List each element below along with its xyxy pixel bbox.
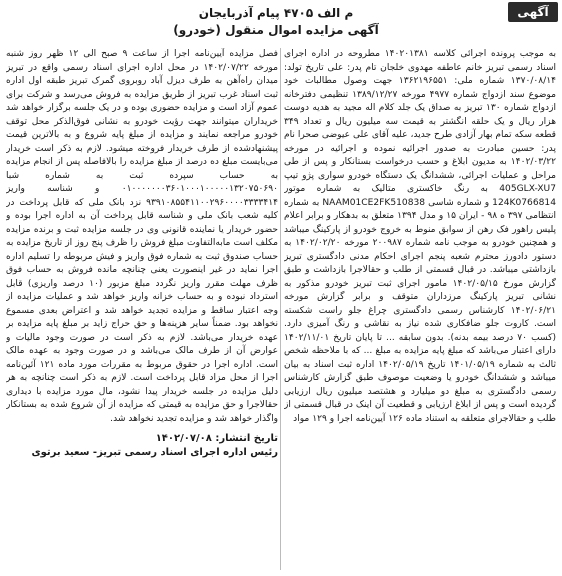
ad-header <box>60 6 492 38</box>
signature-block <box>6 432 278 460</box>
paragraph-left: فصل مزایده آیین‌نامه اجرا از ساعت ۹ صبح الی ۱۲ ظهر روز شنبه مورخه ۱۴۰۲/۰۷/۲۲ در محل اداره اجرای اسناد رسمی واقع در تبریز میدان راه‌آهن به طرف دیزل آباد روبروی گمرک تبریز طبقه اول اداره ثبت اسناد غرب تبریز از طریق مزایده به فروش می‌رسد و شرکت برای عموم آزاد است و مزایده حضوری بوده و در یک جلسه برگزار خواهد شد خریداران میتوانند جهت رؤیت خودرو به نشانی فوق‌الذکر محل توقف خودرو مراجعه نمایند و مزایده از مبلغ پایه شروع و به بالاترین قیمت پیشنهادشده از طرف خریدار فروخته میشود. لازم به ذکر است خریدار می‌بایست مبلغ ده درصد از مبلغ مزایده را بالافاصله پس از انجام مزایده به حساب سپرده ثبت به شماره شبا ۰۱۰۰۰۰۰۰۰۳۶۰۱۰۰۰۱۰۰۰۰۰۱۳۲۰۷۵۰۶۹۰ و شناسه واریز ۹۳۹۱۰۸۵۵۴۱۱۰۰۲۹۶۰۰۰۰۳۳۳۳۴۱۴ نزد بانک ملی که قابل پرداخت در کلیه شعب بانک ملی و شناسه قابل پرداخت آن به اداره اجرا بوده و حضور خریدار یا نماینده قانونی وی در جلسه مزایده ثبت و برنده مزایده مکلف است مابه‌التفاوت مبلغ فروش را ظرف پنج روز از تاریخ مزایده به حساب صندوق ثبت به شماره فوق واریز و فیش مربوطه را تسلیم اداره اجرا نماید در غیر اینصورت یعنی چنانچه مانده فروش به حساب فوق ظرف مهلت مقرر واریز نگردد مبلغ مزبور (۱۰ درصد واریزی) قابل استرداد نبوده و به حساب خزانه واریز خواهد شد و عملیات مزایده از وجه اعتبار ساقط و مزایده تجدید خواهد شد و اعتراض بعدی مسموع نخواهد بود. ضمناً سایر هزینه‌ها و حق حراج زاید بر مبلغ پایه مزایده بر عهده خریدار می‌باشد. لازم به ذکر است در صورت وجود مالیات و عوارض آن از طرف مالک می‌باشد و در صورت وجود به عهده مالک است. اداره اجرا در حقوق مربوط به مقررات مورد ماده ۱۲۱ آئین‌نامه اجرا از محل مزاد قابل پرداخت است. لازم به ذکر است چنانچه به هر دلیل مزایده در جلسه خریدار پیدا نشود، مال مورد مزایده با دیداری حقالاجرا و حق مزایده به قیمتی که مزایده از آن شروع شده به بستانکار واگذار خواهد شد و مزایده تجدید نخواهد شد. <box>6 49 278 424</box>
column-left <box>6 48 278 570</box>
ad-tag: آگهی <box>508 2 558 22</box>
publish-date: تاریخ انتشار: ۱۴۰۲/۰۷/۰۸ <box>155 433 278 444</box>
paragraph-right: به موجب پرونده اجرائی کلاسه ۱۴۰۲۰۱۳۸۱ مطروحه در اداره اجرای اسناد رسمی تبریز خانم عاطفه مهدوی خلجان تام پدر: علی تاریخ تولد: ۱۳۷۰/۰۸/۱۴ شماره ملی: ۱۳۶۲۱۹۶۵۵۱ جهت وصول مطالبات خود موضوع سند ازدواج شماره ۴۹۷۷ مورخه ۱۳۸۹/۱۲/۲۷ تنظیمی دفترخانه ازدواج شماره ۱۳۰ تبریز به صداق یک جلد کلام اله مجید به هدیه دوست هزار ریال و یک حلقه انگشتر به قیمت سه میلیون ریال و تعداد ۳۴۹ قطعه سکه تمام بهار آزادی طرح جدید، علیه آقای علی عیوضی صحرا نام پدر: حسین مبادرت به صدور اجرائیه نموده و اجرائیه در مورخه ۱۴۰۲/۰۳/۲۲ به مدیون ابلاغ و حسب درخواست بستانکار و پس از طی مراحل و عملیات اجرائی، ششدانگ یک دستگاه خودرو سواری پژو تیپ 405GLX-XU7 به رنگ خاکستری متالیک به شماره موتور 124K0766814 و شماره شاسی NAAM01CE2FK510838 به شماره انتظامی ۳۹۷ ه ۹۸ - ایران ۱۵ و مدل ۱۳۹۴ متعلق به بدهکار و برابر اعلام پلیس راهور فک رهن از سوابق منوط به خروج خودرو از پارکینگ میباشد و همچنین خودرو به موجب نامه شماره ۲۰۰۹۸۷ مورخه ۱۴۰۲/۰۲/۲۰ به دستور دادورز محترم شعبه پنجم اجرای احکام مدنی دادگستری تبریز بازداشتی میباشد. در قبال قسمتی از طلب و حقالاجرا بازداشت و طبق گزارش مورخ ۱۴۰۲/۰۵/۱۵ مامور اجرای ثبت تبریز خودرو مذکور به نشانی تبریز پارکینگ مرزداران متوقف و برابر گزارش مورخه ۱۴۰۲/۰۶/۲۱ کارشناس رسمی دادگستری چراغ جلو راست شکسته است. کاروت جلو ضافکاری شده نیاز به نقاشی و رنگ آمیزی دارد. (کسب ۷۰ درصد بیمه بدنه). بدون سابقه ... تا پایان تاریخ ۱۴۰۲/۱۱/۰۱ دارای اعتبار می‌باشد که مبلغ پایه مزایده به مبلغ ... که با ملاحظه شخص ثالث به شماره ۱۴۰۱/۰۵/۱۹ تاریخ ۱۴۰۲/۰۵/۱۹ اداره ثبت اسناد به بیان میباشد و ششدانگ خودرو یا وضعیت موصوف طبق گزارش کارشناس رسمی دادگستری به مبلغ دو میلیارد و هشتصد میلیون ریال ارزیابی گردیده است و پس از ابلاغ ارزیابی و قطعیت آن اینک در قبال قسمتی از طلب و حقالاجرای متعلقه به استناد ماده ۱۲۶ آیین‌نامه اجرا و ۱۲۹ مواد <box>284 49 556 424</box>
column-right <box>284 48 556 570</box>
ad-reference: م الف ۴۷۰۵ پیام آذربایجان <box>198 6 354 20</box>
signatory: رئیس اداره اجرای اسناد رسمی تبریز- سعید برتوی <box>31 447 278 458</box>
ad-title: آگهی مزایده اموال منقول (خودرو) <box>173 23 379 37</box>
ad-body <box>6 48 556 570</box>
